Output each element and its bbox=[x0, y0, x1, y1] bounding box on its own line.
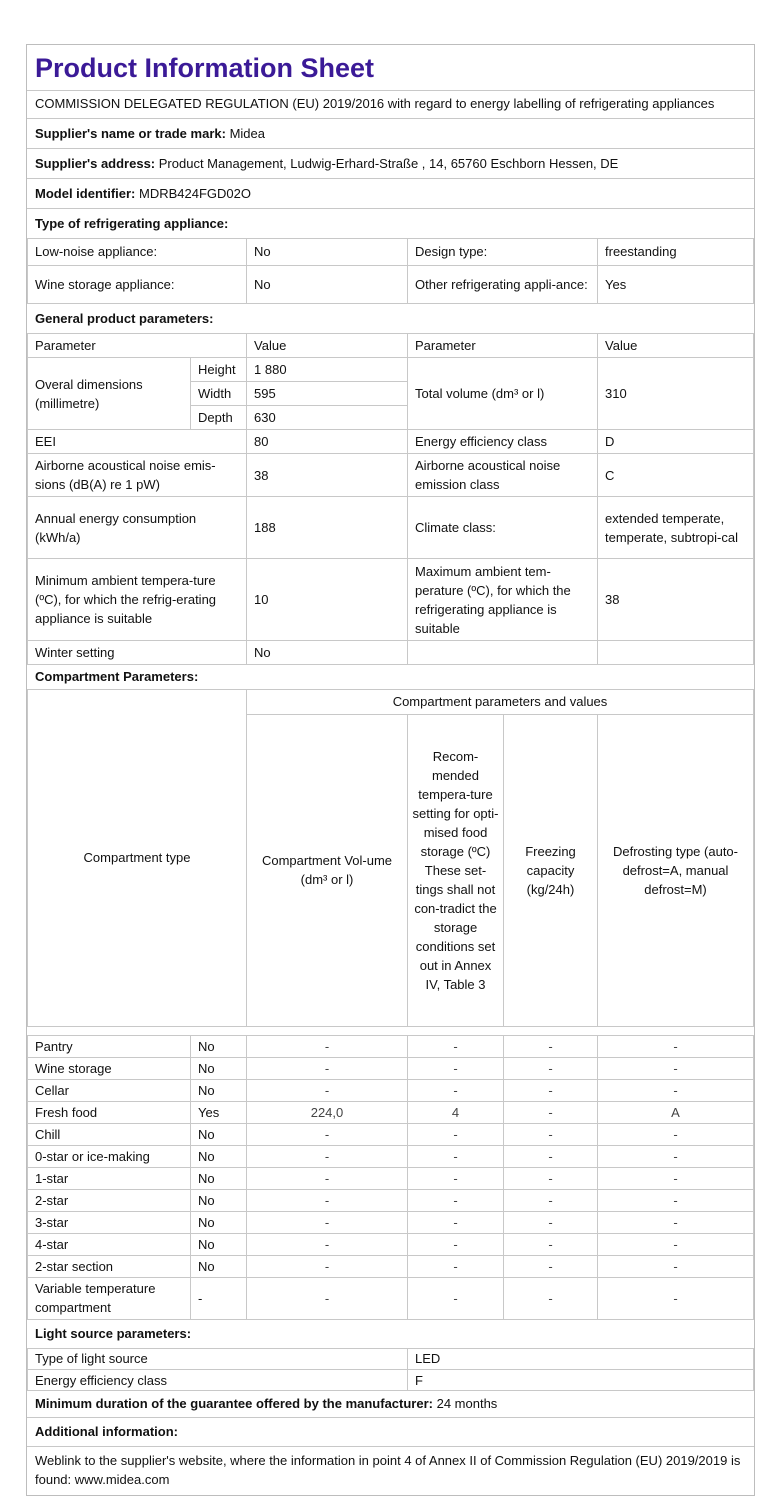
compartment-temp: - bbox=[408, 1277, 504, 1319]
regulation-text: COMMISSION DELEGATED REGULATION (EU) 2019/2016 with regard to energy labelling of refrigerating appliances bbox=[27, 91, 754, 119]
compartment-volume: - bbox=[247, 1233, 408, 1255]
compartment-name: Cellar bbox=[28, 1079, 191, 1101]
compartment-freezing: - bbox=[504, 1079, 598, 1101]
compartment-freezing: - bbox=[504, 1167, 598, 1189]
compartment-name: Wine storage bbox=[28, 1057, 191, 1079]
compartment-volume: - bbox=[247, 1189, 408, 1211]
compartment-temp: 4 bbox=[408, 1101, 504, 1123]
model-value: MDRB424FGD02O bbox=[139, 186, 251, 201]
compartment-defrost: - bbox=[598, 1255, 754, 1277]
compartment-freezing: - bbox=[504, 1035, 598, 1057]
noise-value: 38 bbox=[247, 454, 408, 497]
weblink-url[interactable]: www.midea.com bbox=[74, 1472, 170, 1487]
compartment-row bbox=[28, 1189, 754, 1211]
min-temp-value: 10 bbox=[247, 559, 408, 641]
design-type-label: Design type: bbox=[408, 239, 598, 265]
compartment-present: Yes bbox=[191, 1101, 247, 1123]
compartment-present: No bbox=[191, 1145, 247, 1167]
defrosting-type-header: Defrosting type (auto-defrost=A, manual defrost=M) bbox=[598, 714, 754, 1026]
width-label: Width bbox=[191, 382, 247, 406]
compartment-defrost: - bbox=[598, 1277, 754, 1319]
compartment-defrost: - bbox=[598, 1035, 754, 1057]
general-section-heading: General product parameters: bbox=[27, 304, 754, 334]
page-title: Product Information Sheet bbox=[27, 45, 754, 91]
compartment-volume: - bbox=[247, 1255, 408, 1277]
compartment-defrost: - bbox=[598, 1211, 754, 1233]
compartment-row bbox=[28, 1211, 754, 1233]
compartment-name: 1-star bbox=[28, 1167, 191, 1189]
compartment-row bbox=[28, 1079, 754, 1101]
compartment-defrost: A bbox=[598, 1101, 754, 1123]
compartment-volume: - bbox=[247, 1057, 408, 1079]
compartment-present: - bbox=[191, 1277, 247, 1319]
compartment-freezing: - bbox=[504, 1101, 598, 1123]
supplier-name-label: Supplier's name or trade mark: bbox=[35, 126, 226, 141]
compartment-temp: - bbox=[408, 1211, 504, 1233]
compartment-defrost: - bbox=[598, 1189, 754, 1211]
compartment-row bbox=[28, 1101, 754, 1123]
model-row bbox=[27, 179, 754, 209]
light-energy-class-value: F bbox=[408, 1370, 754, 1391]
compartment-volume: - bbox=[247, 1211, 408, 1233]
model-label: Model identifier: bbox=[35, 186, 136, 201]
additional-section-heading: Additional information: bbox=[27, 1418, 754, 1447]
compartment-temp: - bbox=[408, 1233, 504, 1255]
compartment-defrost: - bbox=[598, 1123, 754, 1145]
compartment-present: No bbox=[191, 1035, 247, 1057]
recommended-temp-header: Recom-mended tempera-ture setting for opti-mised food storage (ºC) These set-tings shall not con-tradict the storage conditions set out in Annex IV, Table 3 bbox=[408, 714, 504, 1026]
product-information-sheet bbox=[26, 44, 755, 1496]
other-appliance-value: Yes bbox=[598, 265, 754, 303]
width-value: 595 bbox=[247, 382, 408, 406]
climate-class-label: Climate class: bbox=[408, 497, 598, 559]
compartment-name: 3-star bbox=[28, 1211, 191, 1233]
max-temp-value: 38 bbox=[598, 559, 754, 641]
value-header-2: Value bbox=[598, 334, 754, 358]
type-section-heading: Type of refrigerating appliance: bbox=[27, 209, 754, 239]
depth-value: 630 bbox=[247, 406, 408, 430]
guarantee-value: 24 months bbox=[436, 1396, 498, 1411]
compartment-temp: - bbox=[408, 1189, 504, 1211]
compartment-name: 4-star bbox=[28, 1233, 191, 1255]
compartment-volume: - bbox=[247, 1167, 408, 1189]
type-table bbox=[27, 239, 754, 304]
weblink-row bbox=[27, 1447, 754, 1495]
compartment-temp: - bbox=[408, 1167, 504, 1189]
compartment-temp: - bbox=[408, 1145, 504, 1167]
compartment-freezing: - bbox=[504, 1123, 598, 1145]
compartment-present: No bbox=[191, 1057, 247, 1079]
depth-label: Depth bbox=[191, 406, 247, 430]
supplier-address-label: Supplier's address: bbox=[35, 156, 156, 171]
supplier-name-value: Midea bbox=[229, 126, 265, 141]
weblink-text: Weblink to the supplier's website, where the information in point 4 of Annex II of Commission Regulation (EU) 2019/2019 is found: bbox=[35, 1453, 741, 1487]
compartment-present: No bbox=[191, 1255, 247, 1277]
noise-label: Airborne acoustical noise emis-sions (dB(A) re 1 pW) bbox=[28, 454, 247, 497]
energy-class-label: Energy efficiency class bbox=[408, 430, 598, 454]
height-value: 1 880 bbox=[247, 358, 408, 382]
compartment-row bbox=[28, 1145, 754, 1167]
general-parameters-table bbox=[27, 334, 754, 666]
total-volume-label: Total volume (dm³ or l) bbox=[408, 358, 598, 430]
wine-storage-value: No bbox=[247, 265, 408, 303]
noise-class-value: C bbox=[598, 454, 754, 497]
compartment-name: Pantry bbox=[28, 1035, 191, 1057]
climate-class-value: extended temperate, temperate, subtropi-cal bbox=[598, 497, 754, 559]
compartment-temp: - bbox=[408, 1057, 504, 1079]
guarantee-row bbox=[27, 1391, 754, 1418]
compartment-present: No bbox=[191, 1189, 247, 1211]
min-temp-label: Minimum ambient tempera-ture (ºC), for which the refrig-erating appliance is suitable bbox=[28, 559, 247, 641]
compartment-freezing: - bbox=[504, 1057, 598, 1079]
noise-class-label: Airborne acoustical noise emission class bbox=[408, 454, 598, 497]
compartment-defrost: - bbox=[598, 1233, 754, 1255]
compartment-row bbox=[28, 1167, 754, 1189]
total-volume-value: 310 bbox=[598, 358, 754, 430]
compartment-present: No bbox=[191, 1123, 247, 1145]
compartment-defrost: - bbox=[598, 1145, 754, 1167]
height-label: Height bbox=[191, 358, 247, 382]
compartment-defrost: - bbox=[598, 1057, 754, 1079]
wine-storage-label: Wine storage appliance: bbox=[28, 265, 247, 303]
compartment-freezing: - bbox=[504, 1189, 598, 1211]
compartment-row bbox=[28, 1057, 754, 1079]
energy-class-value: D bbox=[598, 430, 754, 454]
compartment-name: 2-star bbox=[28, 1189, 191, 1211]
winter-setting-value: No bbox=[247, 641, 408, 665]
other-appliance-label: Other refrigerating appli-ance: bbox=[408, 265, 598, 303]
compartment-group-header: Compartment parameters and values bbox=[247, 690, 754, 714]
light-section-heading: Light source parameters: bbox=[27, 1320, 754, 1349]
compartment-name: Chill bbox=[28, 1123, 191, 1145]
supplier-name-row bbox=[27, 119, 754, 149]
value-header: Value bbox=[247, 334, 408, 358]
compartment-temp: - bbox=[408, 1035, 504, 1057]
compartment-volume: - bbox=[247, 1035, 408, 1057]
param-header: Parameter bbox=[28, 334, 247, 358]
compartment-volume: 224,0 bbox=[247, 1101, 408, 1123]
compartment-freezing: - bbox=[504, 1277, 598, 1319]
supplier-address-row bbox=[27, 149, 754, 179]
light-energy-class-label: Energy efficiency class bbox=[28, 1370, 408, 1391]
compartment-name: 0-star or ice-making bbox=[28, 1145, 191, 1167]
compartment-name: Fresh food bbox=[28, 1101, 191, 1123]
compartment-freezing: - bbox=[504, 1145, 598, 1167]
compartment-row bbox=[28, 1277, 754, 1319]
compartment-volume: - bbox=[247, 1145, 408, 1167]
design-type-value: freestanding bbox=[598, 239, 754, 265]
compartment-present: No bbox=[191, 1233, 247, 1255]
eei-label: EEI bbox=[28, 430, 247, 454]
compartment-temp: - bbox=[408, 1255, 504, 1277]
light-type-label: Type of light source bbox=[28, 1349, 408, 1370]
supplier-address-value: Product Management, Ludwig-Erhard-Straße , 14, 65760 Eschborn Hessen, DE bbox=[158, 156, 619, 171]
low-noise-value: No bbox=[247, 239, 408, 265]
compartment-volume-header: Compartment Vol-ume (dm³ or l) bbox=[247, 714, 408, 1026]
dimensions-label: Overal dimensions (millimetre) bbox=[28, 358, 191, 430]
guarantee-label: Minimum duration of the guarantee offered by the manufacturer: bbox=[35, 1396, 433, 1411]
freezing-capacity-header: Freezing capacity (kg/24h) bbox=[504, 714, 598, 1026]
annual-energy-label: Annual energy consumption (kWh/a) bbox=[28, 497, 247, 559]
compartment-section-heading: Compartment Parameters: bbox=[27, 665, 754, 690]
compartment-rows bbox=[28, 1035, 754, 1319]
compartment-table bbox=[27, 1035, 754, 1320]
compartment-present: No bbox=[191, 1211, 247, 1233]
low-noise-label: Low-noise appliance: bbox=[28, 239, 247, 265]
eei-value: 80 bbox=[247, 430, 408, 454]
compartment-row bbox=[28, 1035, 754, 1057]
compartment-volume: - bbox=[247, 1123, 408, 1145]
compartment-temp: - bbox=[408, 1123, 504, 1145]
compartment-volume: - bbox=[247, 1277, 408, 1319]
winter-setting-label: Winter setting bbox=[28, 641, 247, 665]
compartment-defrost: - bbox=[598, 1079, 754, 1101]
compartment-present: No bbox=[191, 1079, 247, 1101]
compartment-freezing: - bbox=[504, 1211, 598, 1233]
compartment-freezing: - bbox=[504, 1233, 598, 1255]
annual-energy-value: 188 bbox=[247, 497, 408, 559]
compartment-present: No bbox=[191, 1167, 247, 1189]
compartment-type-header: Compartment type bbox=[28, 690, 247, 1026]
compartment-header-table bbox=[27, 690, 754, 1027]
compartment-name: 2-star section bbox=[28, 1255, 191, 1277]
max-temp-label: Maximum ambient tem-perature (ºC), for which the refrigerating appliance is suitable bbox=[408, 559, 598, 641]
compartment-name: Variable temperature compartment bbox=[28, 1277, 191, 1319]
compartment-freezing: - bbox=[504, 1255, 598, 1277]
light-type-value: LED bbox=[408, 1349, 754, 1370]
compartment-row bbox=[28, 1123, 754, 1145]
compartment-temp: - bbox=[408, 1079, 504, 1101]
param-header-2: Parameter bbox=[408, 334, 598, 358]
compartment-defrost: - bbox=[598, 1167, 754, 1189]
light-table bbox=[27, 1349, 754, 1392]
compartment-row bbox=[28, 1233, 754, 1255]
compartment-volume: - bbox=[247, 1079, 408, 1101]
compartment-row bbox=[28, 1255, 754, 1277]
